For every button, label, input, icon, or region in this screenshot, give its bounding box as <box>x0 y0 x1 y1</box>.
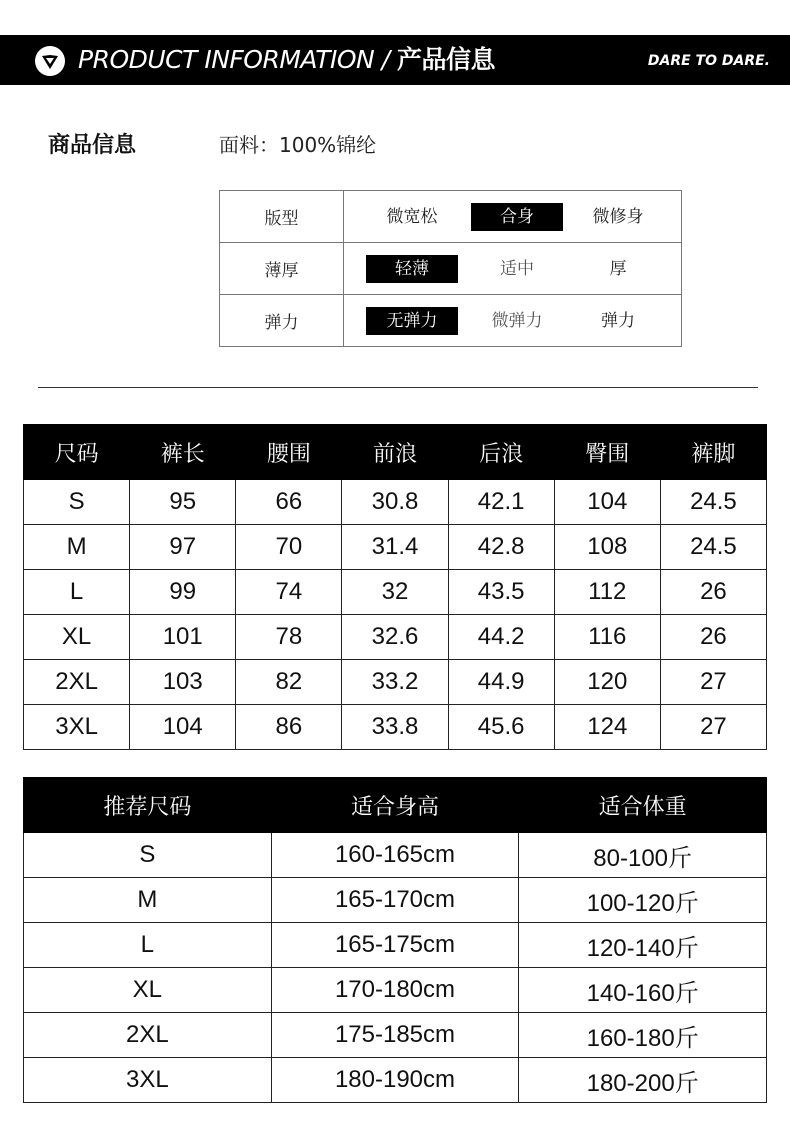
table-row <box>24 968 767 1013</box>
column-header: 尺码 <box>24 425 130 480</box>
column-header: 裤长 <box>130 425 236 480</box>
column-header: 适合身高 <box>271 778 519 833</box>
attribute-table <box>219 190 682 347</box>
table-cell: 160-165cm <box>271 833 519 878</box>
table-cell: 26 <box>660 570 766 615</box>
table-cell: 42.8 <box>448 525 554 570</box>
banner-title <box>78 45 495 75</box>
table-cell: 112 <box>554 570 660 615</box>
table-cell: XL <box>24 615 130 660</box>
table-cell: 99 <box>130 570 236 615</box>
table-cell: 44.2 <box>448 615 554 660</box>
table-cell: 44.9 <box>448 660 554 705</box>
table-cell: 27 <box>660 705 766 750</box>
table-cell: 104 <box>130 705 236 750</box>
table-cell: 120-140斤 <box>519 923 767 968</box>
table-cell: 30.8 <box>342 480 448 525</box>
table-cell: 2XL <box>24 1013 272 1058</box>
header-banner <box>0 35 790 85</box>
attribute-options <box>344 191 682 243</box>
column-header: 后浪 <box>448 425 554 480</box>
table-cell: 27 <box>660 660 766 705</box>
table-cell: 45.6 <box>448 705 554 750</box>
table-cell: 43.5 <box>448 570 554 615</box>
attribute-row <box>220 243 682 295</box>
table-cell: 70 <box>236 525 342 570</box>
table-cell: 103 <box>130 660 236 705</box>
column-header: 臀围 <box>554 425 660 480</box>
column-header: 推荐尺码 <box>24 778 272 833</box>
table-row <box>24 1013 767 1058</box>
table-row <box>24 570 767 615</box>
table-cell: 78 <box>236 615 342 660</box>
table-cell: XL <box>24 968 272 1013</box>
table-cell: 108 <box>554 525 660 570</box>
divider <box>38 387 758 388</box>
table-cell: 3XL <box>24 705 130 750</box>
banner-title-cn: 产品信息 <box>397 45 496 74</box>
table-cell: 82 <box>236 660 342 705</box>
table-cell: 170-180cm <box>271 968 519 1013</box>
table-cell: 120 <box>554 660 660 705</box>
attribute-option: 适中 <box>500 259 534 279</box>
attribute-option: 微修身 <box>592 207 644 227</box>
fabric-info: 面料：100%锦纶 <box>219 133 377 157</box>
table-cell: 101 <box>130 615 236 660</box>
table-cell: 97 <box>130 525 236 570</box>
table-cell: 180-190cm <box>271 1058 519 1103</box>
table-cell: 160-180斤 <box>519 1013 767 1058</box>
table-cell: 66 <box>236 480 342 525</box>
table-cell: 116 <box>554 615 660 660</box>
attribute-label: 薄厚 <box>220 243 344 295</box>
table-cell: 180-200斤 <box>519 1058 767 1103</box>
chevron-down-circle-icon <box>34 45 66 77</box>
column-header: 适合体重 <box>519 778 767 833</box>
table-cell: 140-160斤 <box>519 968 767 1013</box>
attribute-label: 版型 <box>220 191 344 243</box>
banner-title-en: PRODUCT INFORMATION / <box>78 45 398 74</box>
attribute-option-selected: 轻薄 <box>366 255 458 283</box>
attribute-option: 厚 <box>609 259 627 279</box>
table-row <box>24 660 767 705</box>
table-row <box>24 705 767 750</box>
table-cell: M <box>24 878 272 923</box>
attribute-options <box>344 243 682 295</box>
table-cell: 42.1 <box>448 480 554 525</box>
table-row <box>24 878 767 923</box>
size-chart-table <box>23 424 767 750</box>
table-row <box>24 923 767 968</box>
table-cell: S <box>24 833 272 878</box>
table-cell: 86 <box>236 705 342 750</box>
table-row <box>24 615 767 660</box>
attribute-label: 弹力 <box>220 295 344 347</box>
attribute-option-selected: 无弹力 <box>366 307 458 335</box>
table-cell: 95 <box>130 480 236 525</box>
table-cell: 31.4 <box>342 525 448 570</box>
table-cell: 165-170cm <box>271 878 519 923</box>
attribute-option: 微宽松 <box>386 207 438 227</box>
table-row <box>24 1058 767 1103</box>
table-cell: 100-120斤 <box>519 878 767 923</box>
info-label: 商品信息 <box>48 133 137 158</box>
table-row <box>24 480 767 525</box>
table-cell: 2XL <box>24 660 130 705</box>
attribute-options <box>344 295 682 347</box>
size-recommendation-table <box>23 777 767 1103</box>
attribute-row <box>220 191 682 243</box>
table-cell: 32.6 <box>342 615 448 660</box>
column-header: 腰围 <box>236 425 342 480</box>
table-cell: 24.5 <box>660 480 766 525</box>
attribute-option-selected: 合身 <box>471 203 563 231</box>
table-cell: 175-185cm <box>271 1013 519 1058</box>
banner-slogan: DARE TO DARE. <box>647 53 770 69</box>
table-cell: 165-175cm <box>271 923 519 968</box>
table-row <box>24 525 767 570</box>
table-cell: 74 <box>236 570 342 615</box>
attribute-option: 弹力 <box>601 311 635 331</box>
attribute-option: 微弹力 <box>491 311 543 331</box>
column-header: 前浪 <box>342 425 448 480</box>
table-cell: 104 <box>554 480 660 525</box>
table-cell: M <box>24 525 130 570</box>
table-cell: S <box>24 480 130 525</box>
table-cell: 80-100斤 <box>519 833 767 878</box>
table-cell: 32 <box>342 570 448 615</box>
table-cell: 33.8 <box>342 705 448 750</box>
table-cell: L <box>24 923 272 968</box>
table-cell: 24.5 <box>660 525 766 570</box>
table-cell: 33.2 <box>342 660 448 705</box>
column-header: 裤脚 <box>660 425 766 480</box>
table-cell: 124 <box>554 705 660 750</box>
table-cell: L <box>24 570 130 615</box>
table-cell: 3XL <box>24 1058 272 1103</box>
table-row <box>24 833 767 878</box>
attribute-row <box>220 295 682 347</box>
table-cell: 26 <box>660 615 766 660</box>
